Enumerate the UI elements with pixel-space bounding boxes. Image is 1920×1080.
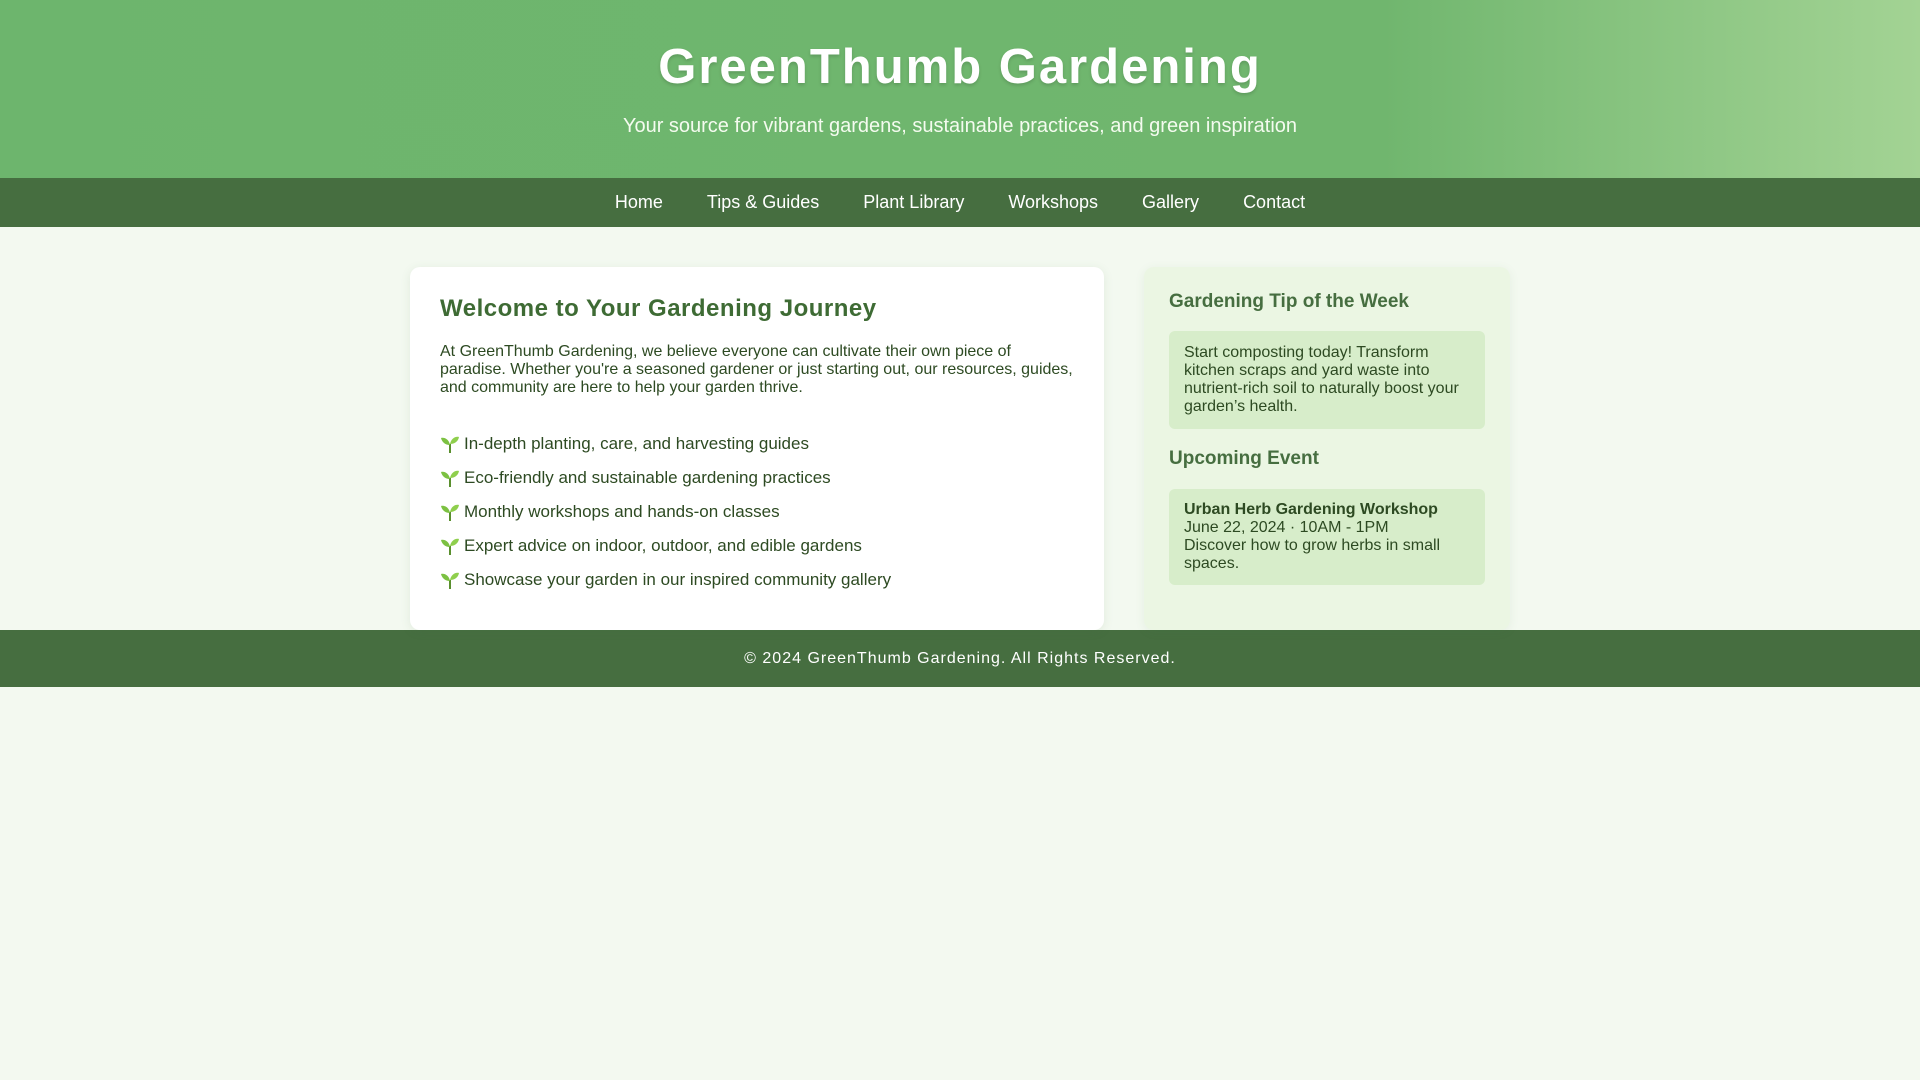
feature-text: Showcase your garden in our inspired community gallery — [464, 570, 892, 589]
feature-text: Expert advice on indoor, outdoor, and edible gardens — [464, 536, 862, 555]
nav-item-contact[interactable]: Contact — [1243, 192, 1306, 212]
feature-item — [440, 495, 1074, 529]
nav-item-home[interactable]: Home — [614, 192, 663, 212]
feature-text: Eco-friendly and sustainable gardening practices — [464, 468, 831, 487]
main-nav — [0, 178, 1920, 227]
welcome-intro: At GreenThumb Gardening, we believe everyone can cultivate their own piece of paradise. Whether you're a seasoned gardener or just starting out, our resources, guides, and community are here to help your garden thrive. — [440, 343, 1073, 396]
site-tagline: Your source for vibrant gardens, sustainable practices, and green inspiration — [622, 115, 1298, 137]
feature-item — [440, 529, 1074, 563]
event-box — [1169, 489, 1485, 585]
seedling-icon — [440, 570, 460, 590]
sidebar — [1144, 267, 1510, 630]
welcome-card — [410, 267, 1104, 630]
feature-item — [440, 427, 1074, 461]
feature-item — [440, 563, 1074, 597]
event-heading: Upcoming Event — [1169, 448, 1319, 469]
seedling-icon — [440, 434, 460, 454]
tip-heading: Gardening Tip of the Week — [1169, 291, 1409, 312]
feature-list — [440, 427, 1074, 597]
nav-item-gallery[interactable]: Gallery — [1142, 192, 1200, 212]
nav-item-plant-library[interactable]: Plant Library — [863, 192, 965, 212]
seedling-icon — [440, 502, 460, 522]
seedling-icon — [440, 468, 460, 488]
feature-item — [440, 461, 1074, 495]
site-title: GreenThumb Gardening — [658, 40, 1262, 94]
welcome-title: Welcome to Your Gardening Journey — [440, 295, 877, 322]
tip-box: Start composting today! Transform kitchen scraps and yard waste into nutrient-rich soil to naturally boost your garden’s health. — [1169, 331, 1485, 429]
footer-copyright: © 2024 GreenThumb Gardening. All Rights Reserved. — [744, 649, 1176, 667]
seedling-icon — [440, 536, 460, 556]
feature-text: Monthly workshops and hands-on classes — [464, 502, 780, 521]
event-name: Urban Herb Gardening Workshop — [1184, 501, 1438, 518]
site-header — [0, 0, 1920, 178]
nav-item-tips-guides[interactable]: Tips & Guides — [706, 192, 820, 212]
feature-text: In-depth planting, care, and harvesting guides — [464, 434, 809, 453]
event-datetime: June 22, 2024 · 10AM - 1PM — [1184, 519, 1389, 536]
main-content — [0, 227, 1920, 630]
site-footer — [0, 630, 1920, 687]
nav-item-workshops[interactable]: Workshops — [1008, 192, 1099, 212]
event-description: Discover how to grow herbs in small spaces. — [1184, 537, 1441, 572]
